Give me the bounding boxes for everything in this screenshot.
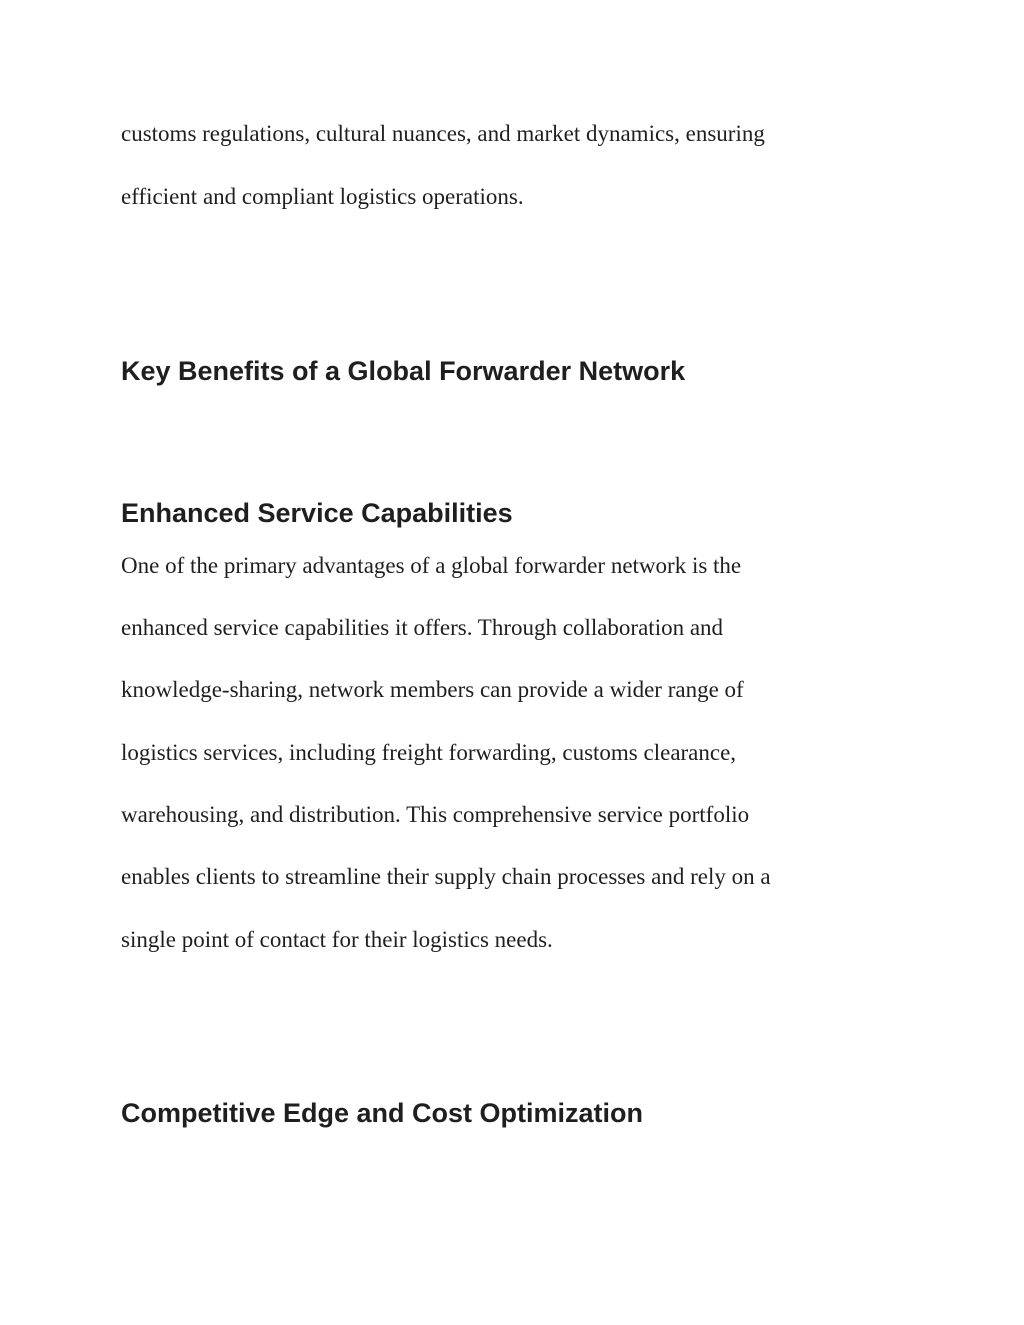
paragraph-line: enhanced service capabilities it offers. Through collaboration and [121,615,724,640]
paragraph-line: knowledge-sharing, network members can provide a wider range of [121,677,744,702]
paragraph-line: One of the primary advantages of a global forwarder network is the [121,553,742,578]
paragraph-line: enables clients to streamline their supply chain processes and rely on a [121,864,771,889]
heading-enhanced-service-capabilities: Enhanced Service Capabilities [121,498,513,528]
paragraph-line: warehousing, and distribution. This comprehensive service portfolio [121,802,750,827]
paragraph-line: single point of contact for their logistics needs. [121,927,553,952]
paragraph-line: logistics services, including freight forwarding, customs clearance, [121,740,737,765]
heading-key-benefits: Key Benefits of a Global Forwarder Network [121,356,686,386]
paragraph-line: customs regulations, cultural nuances, and market dynamics, ensuring [121,121,765,146]
heading-competitive-edge: Competitive Edge and Cost Optimization [121,1098,644,1128]
paragraph-line: efficient and compliant logistics operations. [121,184,524,209]
